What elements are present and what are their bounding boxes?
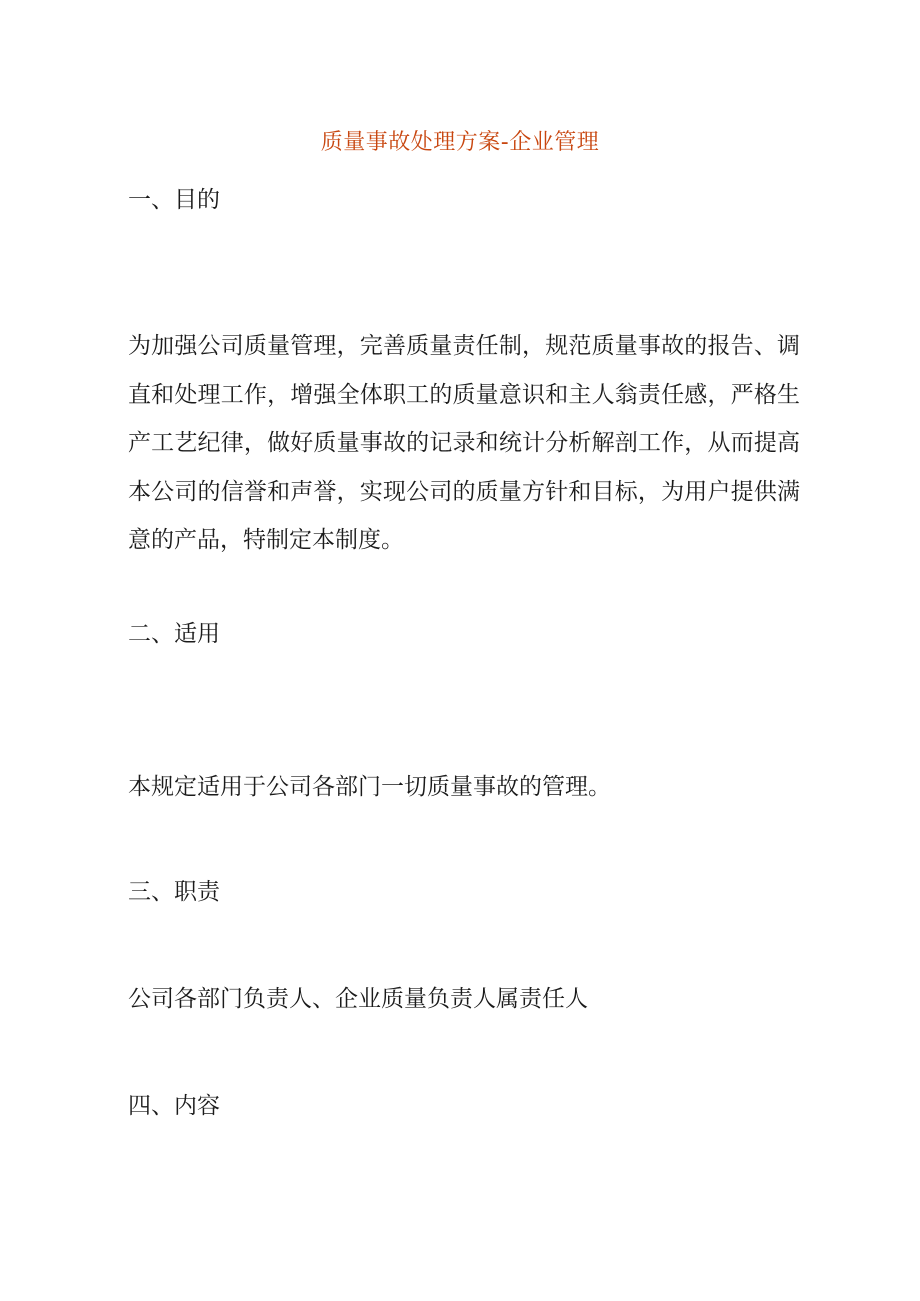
section-heading-content: 四、内容 — [128, 1093, 220, 1119]
section-body-responsibility: 公司各部门负责人、企业质量负责人属责任人 — [128, 986, 588, 1012]
section-heading-responsibility: 三、职责 — [128, 879, 220, 905]
document-title: 质量事故处理方案-企业管理 — [320, 130, 600, 155]
section-body-scope: 本规定适用于公司各部门一切质量事故的管理。 — [128, 774, 611, 800]
section-body-purpose: 为加强公司质量管理，完善质量责任制，规范质量事故的报告、调直和处理工作，增强全体职工的质量意识和主人翁责任感，严格生产工艺纪律，做好质量事故的记录和统计分析解剖工作，从而提高本公司的信誉和声誉，实现公司的质量方针和目标，为用户提供满意的产品，特制定本制度。 — [128, 333, 800, 553]
section-heading-scope: 二、适用 — [128, 621, 220, 647]
section-heading-purpose: 一、目的 — [128, 187, 220, 213]
